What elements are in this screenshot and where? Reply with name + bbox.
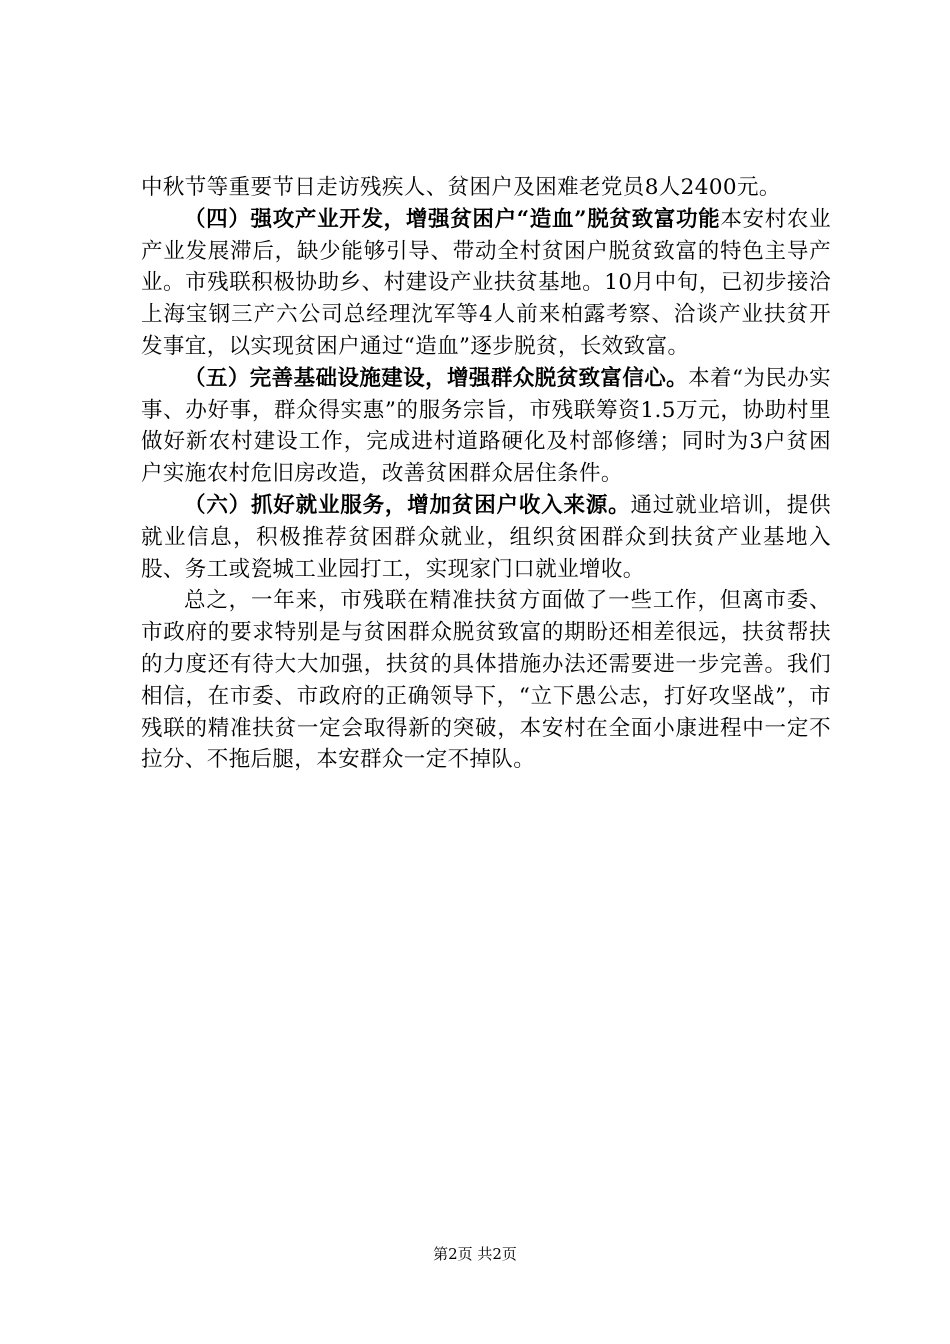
- paragraph-text: 本安村农业产业发展滞后，缺少能够引导、带动全村贫困户脱贫致富的特色主导产业。市残联积极协助乡、村建设产业扶贫基地。10月中旬，已初步接洽上海宝钢三产六公司总经理沈军等4人前来柏露考察、洽谈产业扶贫开发事宜，以实现贫困户通过“造血”逐步脱贫，长效致富。: [141, 206, 831, 359]
- paragraph-section-5: [141, 363, 831, 490]
- section-heading: （六）抓好就业服务，增加贫困户收入来源。: [184, 492, 631, 518]
- section-heading: （四）强攻产业开发，增强贫困户“造血”脱贫致富功能: [184, 206, 721, 232]
- paragraph-text: 总之，一年来，市残联在精准扶贫方面做了一些工作，但离市委、市政府的要求特别是与贫困群众脱贫致富的期盼还相差很远，扶贫帮扶的力度还有待大大加强，扶贫的具体措施办法还需要进一步完善。我们相信，在市委、市政府的正确领导下，“立下愚公志，打好攻坚战”，市残联的精准扶贫一定会取得新的突破，本安村在全面小康进程中一定不拉分、不拖后腿，本安群众一定不掉队。: [141, 588, 831, 773]
- page-footer: [0, 1243, 950, 1265]
- paragraph-text: 通过就业培训，提供就业信息，积极推荐贫困群众就业，组织贫困群众到扶贫产业基地入股、务工或瓷城工业园打工，实现家门口就业增收。: [141, 492, 831, 582]
- paragraph-text: 中秋节等重要节日走访残疾人、贫困户及困难老党员8人2400元。: [141, 175, 781, 200]
- section-heading: （五）完善基础设施建设，增强群众脱贫致富信心。: [184, 365, 689, 391]
- page-number: 第2页 共2页: [433, 1245, 517, 1263]
- paragraph-summary: [141, 585, 831, 776]
- paragraph-continuation: [141, 172, 831, 204]
- paragraph-section-6: [141, 490, 831, 585]
- document-body: [141, 172, 831, 776]
- paragraph-text: 本着“为民办实事、办好事，群众得实惠”的服务宗旨，市残联筹资1.5万元，协助村里做好新农村建设工作，完成进村道路硬化及村部修缮；同时为3户贫困户实施农村危旧房改造，改善贫困群众居住条件。: [141, 365, 832, 487]
- paragraph-section-4: [141, 204, 831, 363]
